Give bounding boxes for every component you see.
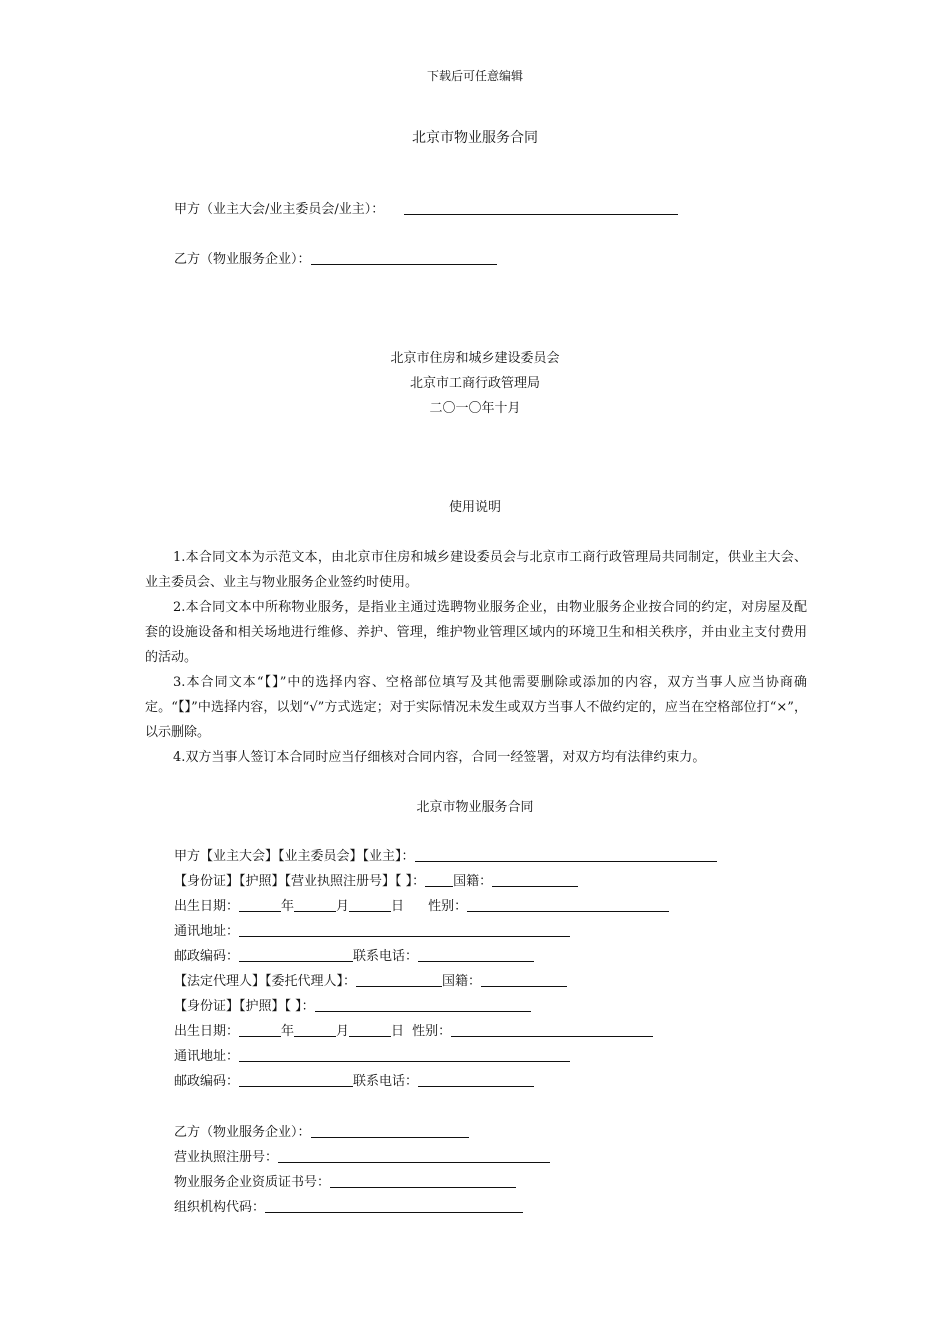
agent-address-label: 通讯地址：	[174, 1049, 240, 1064]
party-a-nationality-field[interactable]	[492, 873, 578, 887]
instruction-item-3: 3.本合同文本“【】”中的选择内容、空格部位填写及其他需要删除或添加的内容，双方当事人应当协商确定。“【】”中选择内容，以划“√”方式选定；对于实际情况未发生或双方当事人不做约定的，应当在空格部位打“×”，以示删除。	[145, 675, 807, 740]
year-label: 年	[281, 899, 295, 914]
agent-birth-row	[174, 1023, 653, 1041]
agent-nationality-field[interactable]	[481, 973, 567, 987]
agent-nationality-label: 国籍：	[442, 974, 482, 989]
contract-title: 北京市物业服务合同	[416, 800, 534, 815]
party-b-license-field[interactable]	[278, 1149, 550, 1163]
party-a-id-field[interactable]	[425, 873, 453, 887]
year-label: 年	[281, 1024, 295, 1039]
party-b-label: 乙方（物业服务企业）：	[174, 1125, 311, 1140]
party-a-gender-field[interactable]	[467, 898, 669, 912]
month-label: 月	[336, 899, 350, 914]
agent-phone-field[interactable]	[418, 1073, 534, 1087]
party-a-row	[174, 848, 717, 866]
party-a-postcode-field[interactable]	[239, 948, 353, 962]
agent-label: 【法定代理人】【委托代理人】：	[174, 974, 357, 989]
instruction-item-2: 2.本合同文本中所称物业服务，是指业主通过选聘物业服务企业，由物业服务企业按合同的约定，对房屋及配套的设施设备和相关场地进行维修、养护、管理，维护物业管理区域内的环境卫生和相关秩序，并由业主支付费用的活动。	[145, 600, 807, 665]
agent-birth-month-field[interactable]	[294, 1023, 336, 1037]
party-b-license-row	[174, 1149, 550, 1167]
cover-party-a	[174, 201, 678, 219]
party-a-name-field[interactable]	[415, 848, 717, 862]
agent-postcode-label: 邮政编码：	[174, 1074, 240, 1089]
day-label: 日	[391, 899, 405, 914]
party-a-phone-label: 联系电话：	[353, 949, 419, 964]
agent-birth-day-field[interactable]	[349, 1023, 391, 1037]
agent-gender-label: 性别：	[412, 1024, 452, 1039]
agent-phone-label: 联系电话：	[353, 1074, 419, 1089]
day-label: 日	[391, 1024, 405, 1039]
cover-party-a-label: 甲方（业主大会/业主委员会/业主）：	[174, 202, 385, 217]
cover-title: 北京市物业服务合同	[412, 130, 538, 146]
party-a-birth-row	[174, 898, 669, 916]
issuer-1: 北京市住房和城乡建设委员会	[390, 351, 560, 366]
agent-birth-label: 出生日期：	[174, 1024, 240, 1039]
agent-address-field[interactable]	[239, 1048, 570, 1062]
agent-id-label: 【身份证】【护照】【 】：	[174, 999, 315, 1014]
agent-postcode-row	[174, 1073, 534, 1091]
party-b-license-label: 营业执照注册号：	[174, 1150, 279, 1165]
cover-party-b	[174, 251, 497, 269]
party-a-postcode-label: 邮政编码：	[174, 949, 240, 964]
agent-name-field[interactable]	[356, 973, 442, 987]
party-b-qualification-row	[174, 1174, 516, 1192]
party-a-label: 甲方【业主大会】【业主委员会】【业主】：	[174, 849, 415, 864]
month-label: 月	[336, 1024, 350, 1039]
instruction-item-1: 1.本合同文本为示范文本，由北京市住房和城乡建设委员会与北京市工商行政管理局共同制定，供业主大会、业主委员会、业主与物业服务企业签约时使用。	[145, 550, 807, 590]
agent-address-row	[174, 1048, 570, 1066]
agent-postcode-field[interactable]	[239, 1073, 353, 1087]
cover-party-a-blank[interactable]	[404, 201, 678, 215]
party-b-org-code-field[interactable]	[265, 1199, 523, 1213]
party-b-org-code-label: 组织机构代码：	[174, 1200, 266, 1215]
instruction-item-4: 4.双方当事人签订本合同时应当仔细核对合同内容，合同一经签署，对双方均有法律约束力。	[173, 750, 706, 765]
party-b-org-code-row	[174, 1199, 523, 1217]
party-a-phone-field[interactable]	[418, 948, 534, 962]
party-a-birth-label: 出生日期：	[174, 899, 240, 914]
party-a-address-field[interactable]	[239, 923, 570, 937]
instructions-heading: 使用说明	[448, 500, 501, 515]
party-a-postcode-row	[174, 948, 534, 966]
party-b-qualification-label: 物业服务企业资质证书号：	[174, 1175, 331, 1190]
agent-row	[174, 973, 567, 991]
agent-id-row	[174, 998, 531, 1016]
party-a-gender-label: 性别：	[428, 899, 468, 914]
party-b-qualification-field[interactable]	[330, 1174, 516, 1188]
party-b-row	[174, 1124, 469, 1142]
issue-date: 二〇一〇年十月	[429, 401, 521, 416]
header-note: 下载后可任意编辑	[426, 69, 523, 83]
issuer-2: 北京市工商行政管理局	[409, 376, 540, 391]
cover-party-b-label: 乙方（物业服务企业）：	[174, 252, 311, 267]
party-a-address-label: 通讯地址：	[174, 924, 240, 939]
cover-party-b-blank[interactable]	[311, 251, 497, 265]
party-a-birth-day-field[interactable]	[349, 898, 391, 912]
agent-gender-field[interactable]	[451, 1023, 653, 1037]
agent-id-field[interactable]	[315, 998, 531, 1012]
party-a-birth-year-field[interactable]	[239, 898, 281, 912]
party-b-name-field[interactable]	[311, 1124, 469, 1138]
party-a-birth-month-field[interactable]	[294, 898, 336, 912]
agent-birth-year-field[interactable]	[239, 1023, 281, 1037]
party-a-nationality-label: 国籍：	[453, 874, 493, 889]
party-a-id-label: 【身份证】【护照】【营业执照注册号】【 】：	[174, 874, 426, 889]
party-a-address-row	[174, 923, 570, 941]
party-a-id-row	[174, 873, 578, 891]
